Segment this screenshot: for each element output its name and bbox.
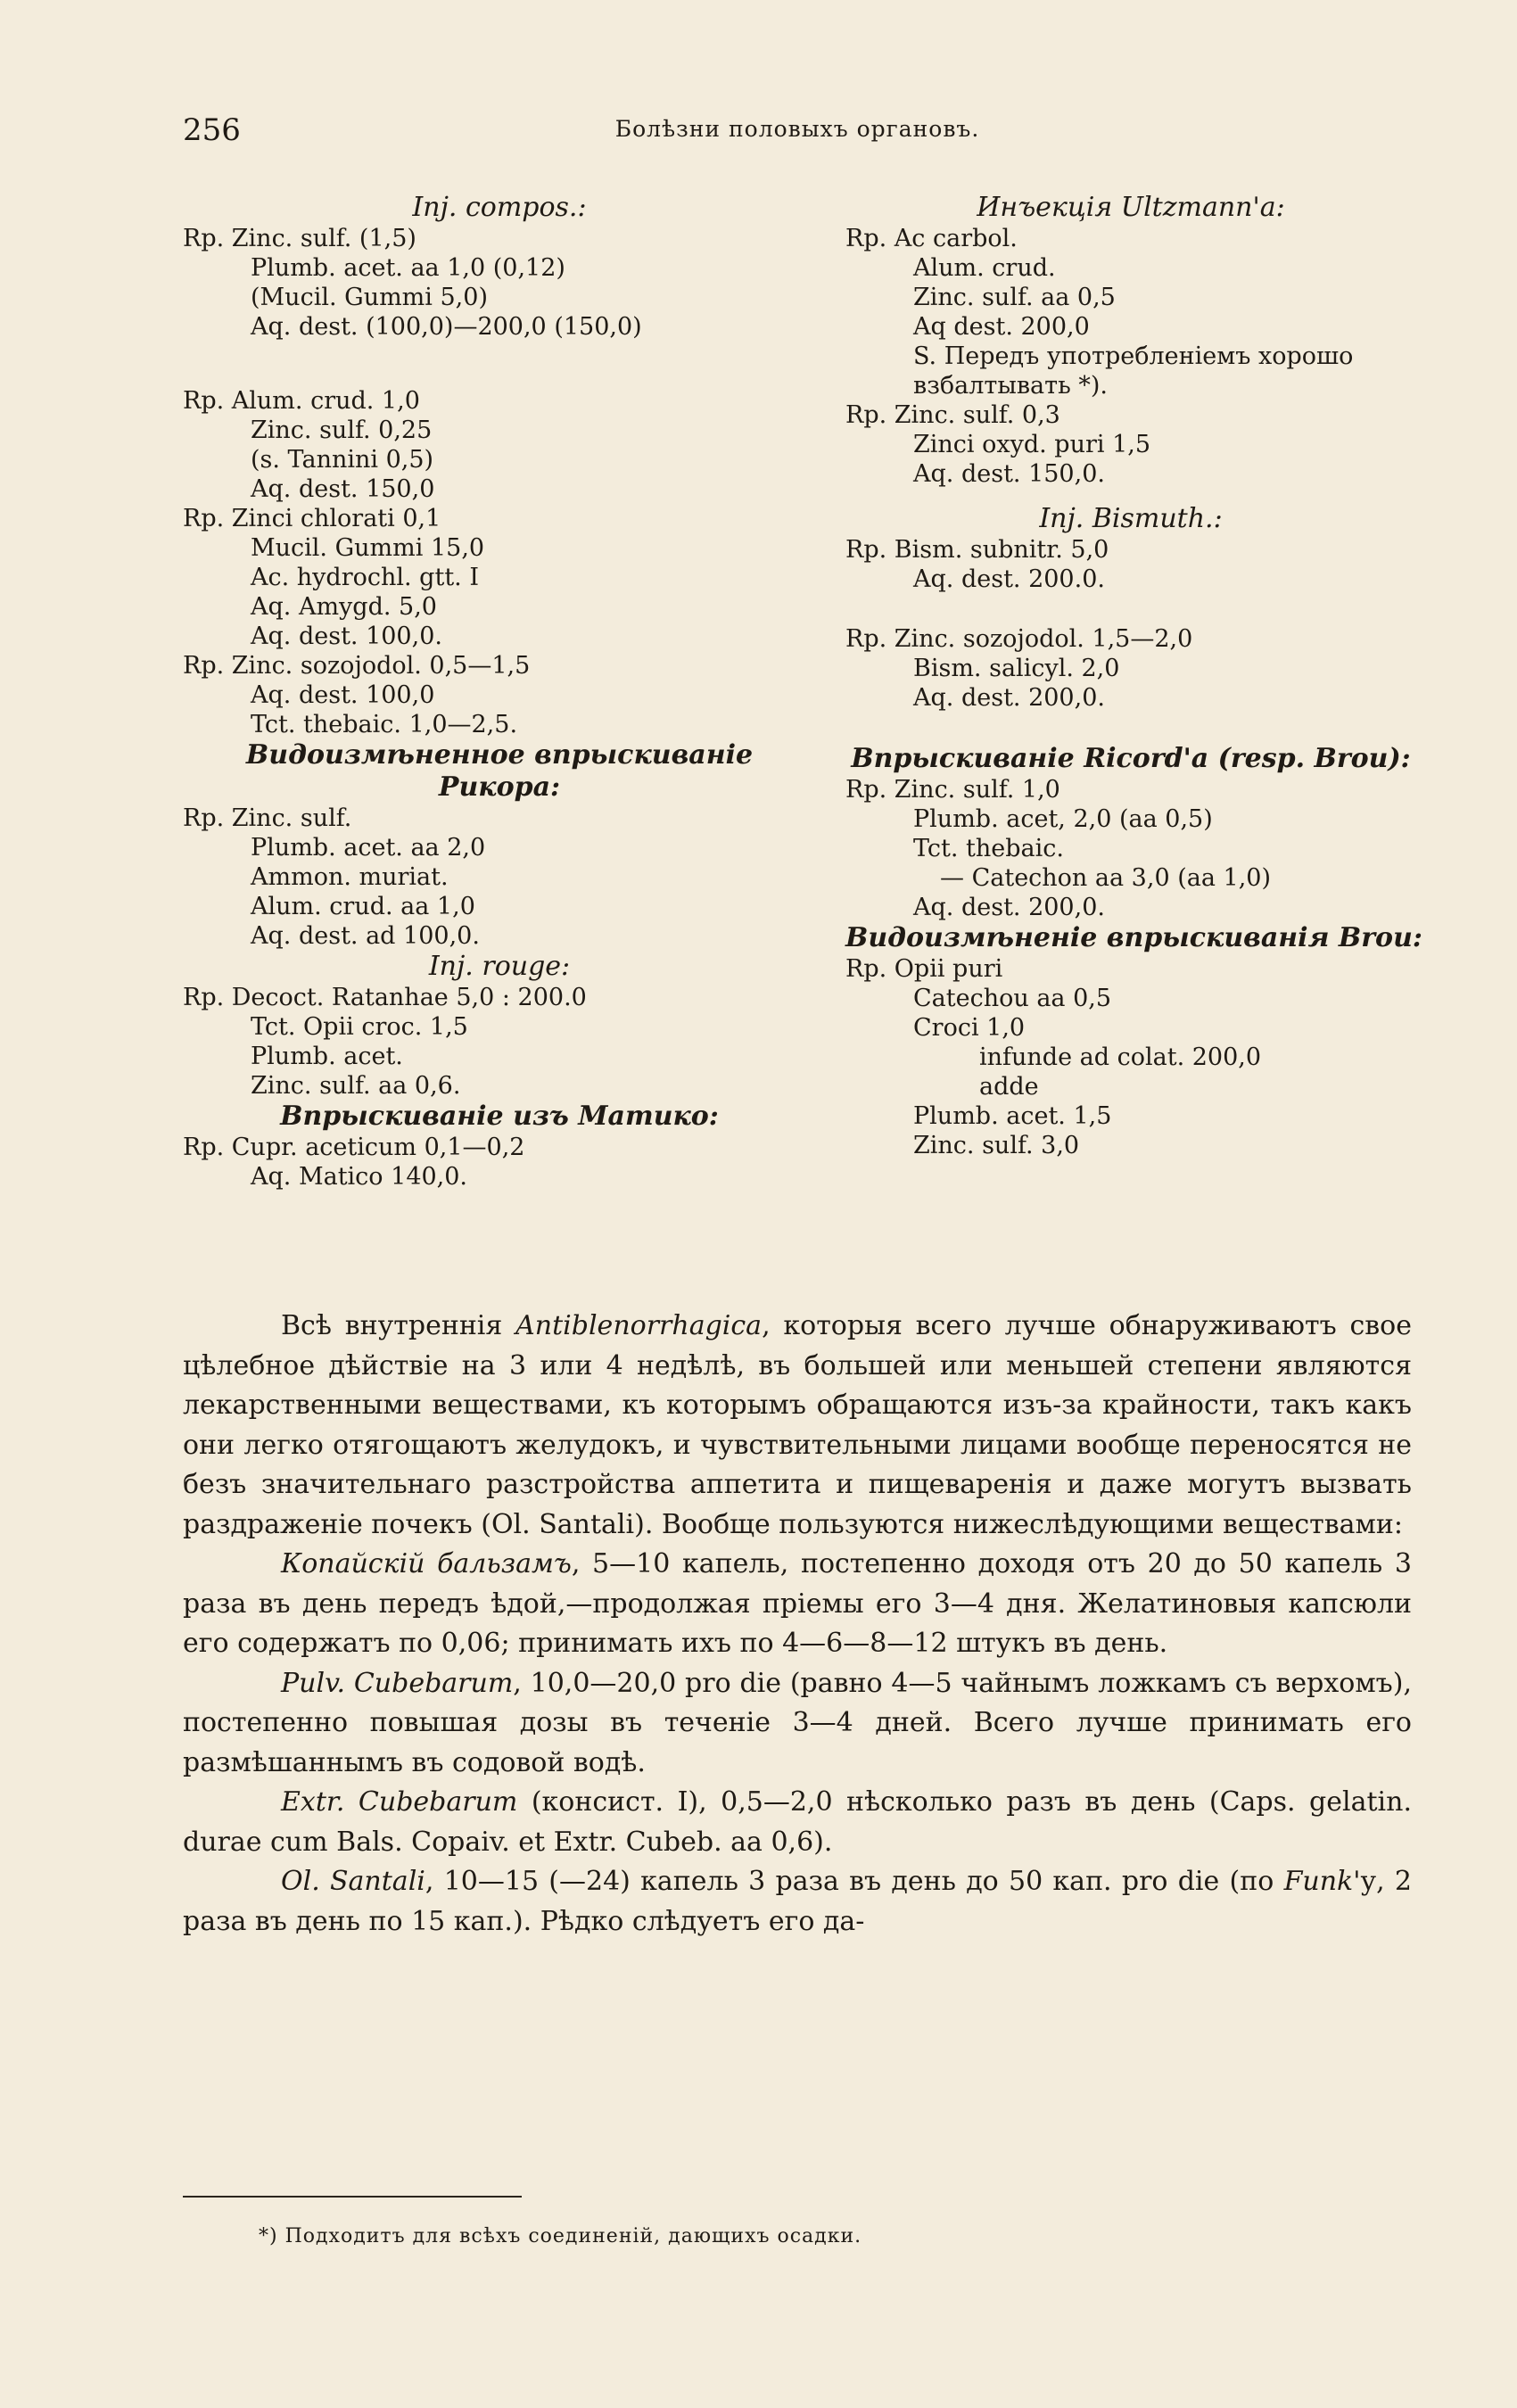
paragraph: Копайскій бальзамъ, 5—10 капель, постепенно доходя отъ 20 до 50 капель 3 раза въ день передъ ѣдой,—продолжая пріемы его 3—4 дня. Желатиновыя капсюли его содержатъ по 0,06; принимать ихъ по 4—6—8—12 штукъ въ день. bbox=[183, 1548, 1412, 1659]
ingredient-line: Aq. dest. 100,0. bbox=[251, 623, 442, 650]
heading-inj-compos: Inj. compos.: bbox=[412, 192, 587, 223]
footnote-divider bbox=[183, 2196, 522, 2198]
prescription-line: Rp. Zinc. sozojodol. 0,5—1,5 bbox=[183, 652, 531, 680]
ingredient-line: Ac. hydrochl. gtt. I bbox=[251, 564, 479, 591]
ingredient-line: Alum. crud. bbox=[913, 254, 1056, 282]
footnote: *) Подходитъ для всѣхъ соединеній, дающихъ осадки. bbox=[259, 2225, 862, 2247]
prescription-line: Rp. Zinc. sulf. bbox=[183, 804, 352, 832]
prescription-line: Rp. Zinc. sulf. 1,0 bbox=[845, 776, 1060, 804]
ingredient-line: Ammon. muriat. bbox=[251, 863, 449, 891]
heading-ultzmann: Инъекція Ultzmann'a: bbox=[977, 192, 1285, 223]
ingredient-line: Zinc. sulf. 3,0 bbox=[913, 1132, 1080, 1159]
prescription-line: Rp. Bism. subnitr. 5,0 bbox=[845, 536, 1109, 564]
ingredient-line: Aq. dest. 150,0 bbox=[251, 475, 435, 503]
ingredient-line: Aq. dest. 200,0. bbox=[913, 684, 1105, 712]
prescription-line: Rp. Zinci chlorati 0,1 bbox=[183, 505, 441, 532]
body-text bbox=[183, 1307, 1412, 1942]
ingredient-line: Plumb. acet. bbox=[251, 1043, 403, 1070]
ingredient-line: Zinc. sulf. aa 0,6. bbox=[251, 1072, 461, 1100]
ingredient-line: Aq. dest. 150,0. bbox=[913, 460, 1105, 488]
prescription-line: Rp. Zinc. sulf. (1,5) bbox=[183, 225, 416, 252]
ingredient-line: — Catechon aa 3,0 (aa 1,0) bbox=[940, 864, 1271, 892]
heading-inj-rouge: Inj. rouge: bbox=[428, 951, 571, 982]
ingredient-line: Aq. Amygd. 5,0 bbox=[251, 593, 437, 621]
prescription-line: Rp. Zinc. sozojodol. 1,5—2,0 bbox=[845, 625, 1193, 653]
ingredient-line: Aq. dest. (100,0)—200,0 (150,0) bbox=[251, 313, 642, 341]
ingredient-line: (s. Tannini 0,5) bbox=[251, 446, 434, 474]
left-prescription-column bbox=[183, 192, 816, 1192]
ingredient-line: infunde ad colat. 200,0 bbox=[979, 1043, 1262, 1071]
ingredient-line: Plumb. acet. aa 2,0 bbox=[251, 834, 486, 862]
heading-ricord-modified: Видоизмѣненное впрыскиваніе bbox=[245, 739, 754, 771]
ingredient-line: Aq. dest. 100,0 bbox=[251, 681, 435, 709]
ingredient-line: Plumb. acet. aa 1,0 (0,12) bbox=[251, 254, 565, 282]
ingredient-line: Aq. dest. ad 100,0. bbox=[251, 922, 480, 950]
ingredient-line: Bism. salicyl. 2,0 bbox=[913, 655, 1120, 682]
prescription-line: Rp. Decoct. Ratanhae 5,0 : 200.0 bbox=[183, 984, 587, 1011]
ingredient-line: Zinci oxyd. puri 1,5 bbox=[913, 431, 1151, 458]
ingredient-line: Aq. Matico 140,0. bbox=[251, 1163, 468, 1191]
ingredient-line: Aq. dest. 200.0. bbox=[913, 565, 1105, 593]
paragraph: Ol. Santali, 10—15 (—24) капель 3 раза въ день до 50 кап. pro die (по Funk'у, 2 раза въ день по 15 кап.). Рѣдко слѣдуетъ его да- bbox=[183, 1866, 1413, 1937]
ingredient-line: Aq. dest. 200,0. bbox=[913, 894, 1105, 921]
page-number: 256 bbox=[183, 112, 241, 148]
heading-ricord-name: Рикора: bbox=[438, 771, 561, 803]
ingredient-line: (Mucil. Gummi 5,0) bbox=[251, 284, 488, 311]
ingredient-line: Mucil. Gummi 15,0 bbox=[251, 534, 485, 562]
running-head: Болѣзни половыхъ органовъ. bbox=[614, 116, 980, 142]
ingredient-line: Zinc. sulf. 0,25 bbox=[251, 416, 433, 444]
ingredient-line: Croci 1,0 bbox=[913, 1014, 1026, 1042]
prescription-line: Rp. Ac carbol. bbox=[845, 225, 1018, 252]
ingredient-line: Tct. thebaic. bbox=[913, 835, 1064, 862]
heading-ricord-brou: Впрыскиваніе Ricord'a (resp. Brou): bbox=[851, 743, 1411, 774]
ingredient-line: Tct. thebaic. 1,0—2,5. bbox=[251, 711, 518, 738]
prescription-line: Rp. Cupr. aceticum 0,1—0,2 bbox=[183, 1134, 525, 1161]
ingredient-line: Alum. crud. aa 1,0 bbox=[251, 893, 475, 920]
paragraph: Всѣ внутреннія Antiblenorrhagica, которыя всего лучше обнаруживаютъ свое цѣлебное дѣйствіе на 3 или 4 недѣлѣ, въ большей или меньшей степени являются лекарственными веществами, къ которымъ обращаются изъ-за крайности, такъ какъ они легко отягощаютъ желудокъ, и чувствительными лицами вообще переносятся не безъ значительнаго разстройства аппетита и пищеваренія и даже могутъ вызвать раздраженіе почекъ (Ol. Santali). Вообще пользуются нижеслѣдующими веществами: bbox=[183, 1310, 1412, 1540]
prescription-line: Rp. Opii puri bbox=[845, 955, 1003, 983]
prescription-line: Rp. Alum. crud. 1,0 bbox=[183, 387, 420, 415]
ingredient-line: Zinc. sulf. aa 0,5 bbox=[913, 284, 1116, 311]
ingredient-line: Catechou aa 0,5 bbox=[913, 985, 1112, 1012]
heading-brou-modified: Видоизмѣненіе впрыскиванія Brou: bbox=[845, 922, 1422, 953]
instruction-note: S. Передъ употребленіемъ хорошо взбалтывать *). bbox=[913, 342, 1354, 400]
right-prescription-column bbox=[845, 192, 1422, 1160]
prescription-line: Rp. Zinc. sulf. 0,3 bbox=[845, 401, 1060, 429]
ingredient-line: Tct. Opii croc. 1,5 bbox=[251, 1013, 468, 1041]
ingredient-line: Plumb. acet, 2,0 (aa 0,5) bbox=[913, 805, 1213, 833]
heading-matico: Впрыскиваніе изъ Матико: bbox=[280, 1101, 719, 1132]
paragraph: Pulv. Cubebarum, 10,0—20,0 pro die (равно 4—5 чайнымъ ложкамъ съ верхомъ), постепенно повышая дозы въ теченіе 3—4 дней. Всего лучше принимать его размѣшаннымъ въ содовой водѣ. bbox=[183, 1667, 1412, 1778]
page-header bbox=[183, 112, 1412, 148]
ingredient-line: adde bbox=[979, 1073, 1039, 1101]
paragraph: Extr. Cubebarum (консист. I), 0,5—2,0 нѣсколько разъ въ день (Caps. gelatin. durae cum Bals. Copaiv. et Extr. Cubeb. aa 0,6). bbox=[183, 1786, 1412, 1858]
heading-inj-bismuth: Inj. Bismuth.: bbox=[1039, 503, 1223, 534]
ingredient-line: Plumb. acet. 1,5 bbox=[913, 1102, 1112, 1130]
ingredient-line: Aq dest. 200,0 bbox=[913, 313, 1090, 341]
